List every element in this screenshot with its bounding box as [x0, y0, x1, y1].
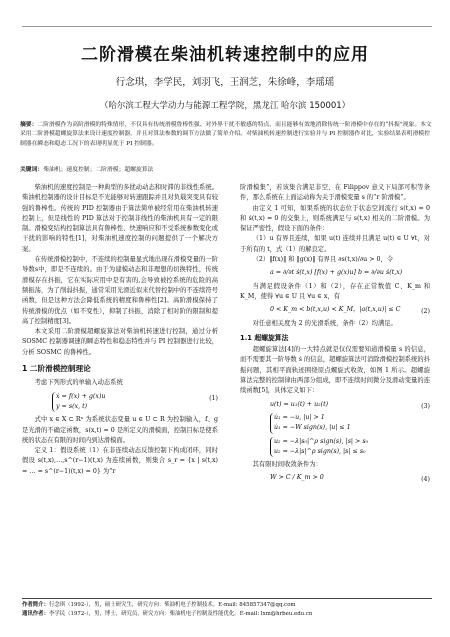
equation-1-line-2: y = s(x, t) — [56, 402, 88, 410]
equation-3-text: u(t) = u₁(t) + u₂(t) — [270, 400, 329, 408]
author-bio — [22, 601, 432, 610]
corresponding-author-text: 李学民（1972-），男，博士，研究员，研究方向：柴油机电子控制及性能优化。E-mail: lxm@hrbeu.edu.cn — [48, 610, 313, 617]
left-column — [22, 183, 218, 477]
intro-paragraph-3: 本文采用二阶滑模超螺旋算法对柴油机转速进行控制，通过分析 SOSMC 控制器调速的瞬态特性和稳态特性并与 PI 控制器进行比较，分析 SOSMC 的鲁棒性。 — [22, 328, 218, 356]
equation-2 — [240, 305, 430, 315]
paper-title: 二阶滑模在柴油机转速控制中的应用 — [81, 45, 369, 65]
right-column — [240, 183, 430, 487]
keywords — [20, 166, 432, 175]
keywords-label: 关键词： — [20, 167, 44, 173]
right-paragraph-4: 对任意相关度为 2 的光滑系统，条件（2）均满足。 — [252, 319, 397, 327]
abstract-text: 二阶滑模作为高阶滑模的特殊情形，不仅具有传统滑模鲁棒性强、对外界干扰不敏感的特点，而且能够有效地消除传统一阶滑模中存在的“抖振”现象。本文采用二阶滑模超螺旋算法来设计速度控制器，并且对算法参数的调节方法做了简单介绍。对柴油机转速控制进行实验并与 PI 控制器作对比，实验结果表明滑模控制器在瞬态和稳态工况下的表现明显优于 PI 控制器。 — [20, 122, 432, 147]
equation-1-number: (1) — [209, 394, 218, 402]
equation-3 — [240, 400, 430, 410]
theory-paragraph-2: 式中 x ∈ X ⊂ Rⁿ 为系统状态变量 u ∈ U ⊂ R 为控制输入，f、g 是光滑的不确定函数，s(x,t) = 0 是所定义的滑模面，控制目标是使系统的状态在有限的时间内到达滑模面。 — [22, 416, 218, 444]
supertwisting-paragraph: 超螺旋算法[4]的一大特点就是仅仅需要知道滑模量 s 的信息，而不需要其一阶导数 ṡ 的信息，超螺旋算法可消除滑模控制系统的抖振问题，其相平面轨迹围绕原点螺旋式收敛，如图 1 所示。超螺旋算法完整的控制律由两部分组成，即不连续时间微分及滑动变量的连续函数[5]，具体定义如下： — [240, 346, 430, 395]
equation-u1-case-1: u̇₁ = −u, |u| > 1 — [274, 413, 325, 421]
right-paragraph-3: 当满足假设条件（1）和（2），存在正常数值 C、K_m 和 K_M，使得 ∀u ∈ U 且 ∀u ∈ x，有 — [240, 282, 430, 300]
definition-1: 定义 1：假设系统（1）在非连续动态反馈控制下构成闭环，同时假设 s(t,x),…,s^(r−1)(t,x) 为连续函数，则集合 s_r = {x | s(t,x) = … = s^(r−1)(t,x) = 0} 为“r — [22, 447, 218, 475]
right-paragraph-2: 由定义 1 可知，如果系统的状态位于状态空间流行 s(t,x) = 0 和 ṡ(t,x) = 0 的交集上，则系统满足与 s(t,x) 相关的二阶滑模。为保证严密性，假设下面的条件： — [240, 204, 430, 233]
condition-1: （1）u 有界且连续，如果 u(t) 连续并且满足 u(t) ∈ U ∀t，对于所有的 t，式（1）的解良定。 — [240, 235, 430, 253]
equation-4-text: W > C / K_m > 0 — [270, 474, 324, 482]
equation-u1 — [240, 413, 430, 434]
keywords-text: 柴油机；速度控制；二阶滑模；超螺旋算法 — [43, 167, 154, 173]
equation-u2 — [240, 437, 430, 458]
equation-u2-case-1: u₂ = −λ|s₀|^ρ sign(s), |s| > s₀ — [274, 437, 369, 445]
equation-a-b — [240, 268, 430, 278]
equation-4 — [240, 473, 430, 483]
condition-2: （2）‖f(x)‖ 和 ‖g(x)‖ 有界且 ∂s(t,x)/∂u > 0，令 — [252, 256, 394, 264]
corresponding-author-label: 通讯作者： — [22, 610, 49, 617]
equation-u2-case-2: u₂ = −λ|s|^ρ sign(s), |s| ≤ s₀ — [274, 447, 366, 455]
equation-2-number: (2) — [421, 308, 430, 316]
abstract-label: 摘要： — [20, 122, 38, 128]
author-list: 行念琪，李学民，刘羽飞，王润芝，朱徐峰，李瑶瑶 — [115, 77, 335, 88]
equation-a-b-text: a = ∂/∂t ṡ(t,x) [f(x) + g(x)u] b = ∂/∂u ṡ(t,x) — [270, 269, 403, 277]
equation-4-number: (4) — [421, 476, 430, 484]
intro-paragraph-1: 柴油机的速度控制是一种典型的多扰动动态和时滞的非线性系统。柴油机控制器的设计目标是不光能够对转速跟踪并且对负载突变具有较强的鲁棒性。传统的 PID 控制器由于算法简单被经常用在柴油机转速控制上，但是线性的 PID 算法对于控制非线性的柴油机具有一定的限制。滑模变结构控制算法具有鲁棒性、快速响应和不受系统参数变化或干扰的影响的特性[1]，对柴油机速度控制的问题提供了一个解决方案。 — [22, 184, 218, 253]
equation-3-number: (3) — [421, 402, 430, 410]
equation-u1-case-2: u̇₁ = −W sign(s), |u| ≤ 1 — [274, 424, 351, 432]
footnote — [22, 598, 432, 618]
section-heading-1-1: 1.1 超螺旋算法 — [240, 333, 289, 342]
equation-1 — [22, 392, 218, 413]
equation-1-line-1: ẋ = f(x) + g(x)u — [56, 392, 106, 400]
header-rule — [22, 26, 432, 27]
abstract — [20, 121, 432, 149]
equation-2-text: 0 < K_m < b(t,x,u) < K_M，|a(t,x,u)| ≤ C — [270, 306, 401, 314]
definition-continued: 阶滑模集”，若该集合满足非空、在 Filippov 意义下局部可积等条件，那么系统在上面运动称为关于滑模变量 s 的“r 阶滑模”。 — [240, 184, 430, 202]
author-bio-text: 行念琪（1992-），男，硕士研究生，研究方向：柴油机电子控制技术。E-mail: 845857347@qq.com — [48, 602, 296, 608]
theory-paragraph-1: 考虑下列形式的单输入动态系统 — [34, 379, 123, 387]
affiliation: （哈尔滨工程大学动力与能源工程学院，黑龙江 哈尔滨 150001） — [99, 101, 351, 111]
author-bio-label: 作者简介： — [22, 602, 49, 608]
intro-paragraph-2: 在传统滑模控制中，不连续的控制量显式地出现在滑模变量的一阶导数s中，即是不连续的。由于为建模动态和非理想的切换特性，传统滑模存在抖振，它在实际应用中是有害的,会导致被控系统的危险的高频振荡，为了削弱抖振，通常采用光滑近似来代替控制中的不连续符号函数，但是这种方法会降低系统的精度和鲁棒性[2]。高阶滑模保持了传统滑模的优点（如不变性），抑制了抖振，消除了相对阶的限制和提高了控制精度[3]。 — [22, 256, 218, 325]
corresponding-author — [22, 610, 432, 619]
section-heading-1: 1 二阶滑模控制理论 — [22, 364, 91, 374]
convergence-paragraph: 其有限时间收敛条件为： — [252, 461, 322, 469]
